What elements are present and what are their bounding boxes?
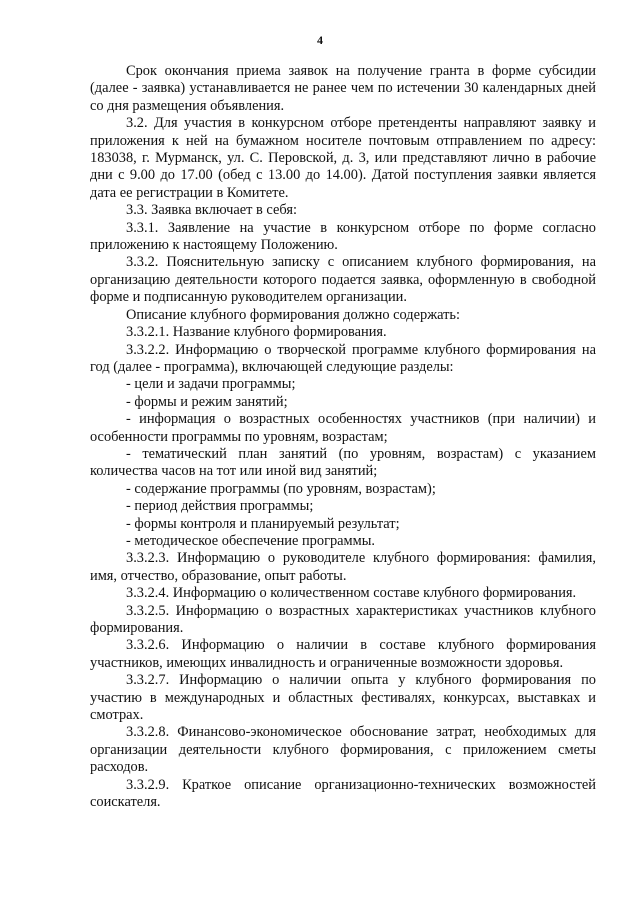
paragraph-3-3-2-2: 3.3.2.2. Информацию о творческой программе клубного формирования на год (далее - программа), включающей следующие разделы: <box>90 341 596 375</box>
paragraph-3-3-2-1: 3.3.2.1. Название клубного формирования. <box>126 324 387 341</box>
paragraph-description-intro: Описание клубного формирования должно содержать: <box>126 306 460 323</box>
list-item-methodology: - методическое обеспечение программы. <box>126 532 376 549</box>
document-body <box>90 63 596 811</box>
paragraph-3-3-1: 3.3.1. Заявление на участие в конкурсном отборе по форме согласно приложению к настоящему Положению. <box>90 219 596 254</box>
paragraph-deadline: Срок окончания приема заявок на получение гранта в форме субсидии (далее - заявка) устанавливается не ранее чем по истечении 30 календарных дней со дня размещения объявления. <box>90 63 596 114</box>
list-item-control: - формы контроля и планируемый результат; <box>126 515 400 532</box>
paragraph-3-3-2-8: 3.3.2.8. Финансово-экономическое обоснование затрат, необходимых для организации деятельности клубного формирования, с приложением сметы расходов. <box>90 724 596 776</box>
paragraph-3-3-2-5: 3.3.2.5. Информацию о возрастных характеристиках участников клубного формирования. <box>90 602 596 636</box>
list-item-goals: - цели и задачи программы; <box>126 376 296 393</box>
list-item-forms: - формы и режим занятий; <box>126 393 288 410</box>
list-item-age-features: - информация о возрастных особенностях участников (при наличии) и особенности программы по уровням, возрастам; <box>90 411 596 445</box>
paragraph-3-3-2-7: 3.3.2.7. Информацию о наличии опыта у клубного формирования по участию в международных и областных фестивалях, конкурсах, выставках и смотрах. <box>90 672 596 724</box>
list-item-period: - период действия программы; <box>126 498 314 515</box>
paragraph-3-3-2-4: 3.3.2.4. Информацию о количественном составе клубного формирования. <box>126 585 577 602</box>
paragraph-3-3-2-6: 3.3.2.6. Информацию о наличии в составе клубного формирования участников, имеющих инвалидность и ограниченные возможности здоровья. <box>90 637 596 671</box>
list-item-content: - содержание программы (по уровням, возрастам); <box>126 480 436 497</box>
paragraph-3-3-2: 3.3.2. Пояснительную записку с описанием клубного формирования, на организацию деятельности которого подается заявка, оформленную в свободной форме и подписанную руководителем организации. <box>90 254 596 306</box>
page-number: 4 <box>317 33 323 47</box>
paragraph-3-2: 3.2. Для участия в конкурсном отборе претенденты направляют заявку и приложения к ней на бумажном носителе почтовым отправлением по адресу: 183038, г. Мурманск, ул. С. Перовской, д. 3, или представляют лично в рабочие дни с 9.00 до 17.00 (обед с 13.00 до 14.00). Датой поступления заявки является дата ее регистрации в Комитете. <box>90 115 596 201</box>
list-item-thematic-plan: - тематический план занятий (по уровням, возрастам) с указанием количества часов на тот или иной вид занятий; <box>90 445 596 480</box>
paragraph-3-3: 3.3. Заявка включает в себя: <box>126 202 297 219</box>
paragraph-3-3-2-3: 3.3.2.3. Информацию о руководителе клубного формирования: фамилия, имя, отчество, образование, опыт работы. <box>90 550 596 584</box>
paragraph-3-3-2-9: 3.3.2.9. Краткое описание организационно-технических возможностей соискателя. <box>90 776 596 811</box>
